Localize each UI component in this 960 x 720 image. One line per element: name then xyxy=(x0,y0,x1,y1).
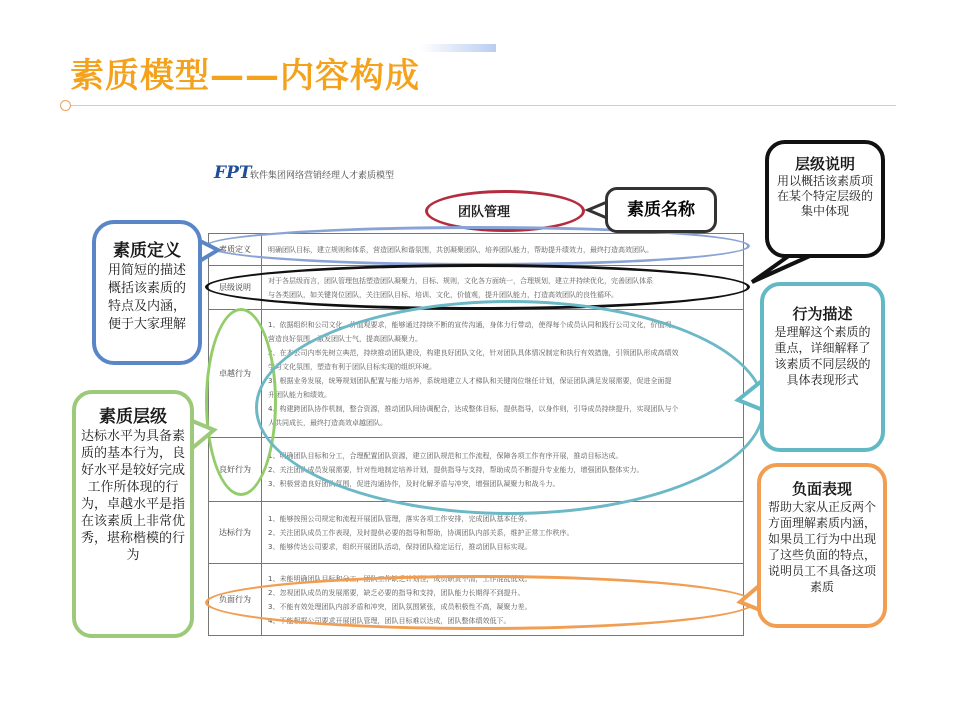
title-divider xyxy=(66,105,896,106)
content-line: 2、在本公司内率先树立典范，持续推动团队建设，构建良好团队文化，针对团队具体情况制定和执行有效措施，引领团队形成高绩效 xyxy=(268,348,679,357)
content-line: 3、积极营造良好团队氛围，促进沟通协作，及时化解矛盾与冲突，增强团队凝聚力和战斗力。 xyxy=(268,479,560,488)
content-line: 1、未能明确团队目标和分工，团队工作缺乏计划性，成员职责不清，工作混乱低效。 xyxy=(268,574,532,583)
content-line: 升团队能力和绩效。 xyxy=(268,390,331,399)
content-line: 3、不能有效处理团队内部矛盾和冲突，团队氛围紧张，成员积极性不高，凝聚力差。 xyxy=(268,602,532,611)
row-label: 卓越行为 xyxy=(209,310,262,438)
company-logo: FPT xyxy=(214,163,252,183)
title-divider-dot xyxy=(60,100,71,111)
callout-body: 用以概括该素质项在某个特定层级的集中体现 xyxy=(776,174,873,218)
content-line: 2、忽视团队成员的发展需要，缺乏必要的指导和支持，团队能力长期得不到提升。 xyxy=(268,588,525,597)
callout-title: 素质定义 xyxy=(113,241,181,261)
callout-body: 帮助大家从正反两个方面理解素质内涵，如果员工行为中出现了这些负面的特点，说明员工不具备这项素质 xyxy=(767,500,876,594)
content-line: 3、能够传达公司要求，组织开展团队活动，保持团队稳定运行，推动团队目标实现。 xyxy=(268,542,532,551)
content-line: 明确团队目标，建立规则和体系，营造团队和谐氛围，共创凝聚团队，培养团队能力，帮助提升绩效力，最终打造高效团队。 xyxy=(268,245,653,254)
behavior-rows-highlight xyxy=(255,300,765,515)
content-line: 学习文化氛围，塑造有利于团队目标实现的组织环境。 xyxy=(268,362,436,371)
row-label: 良好行为 xyxy=(209,438,262,502)
callout-title: 行为描述 xyxy=(792,305,853,323)
content-line: 2、关注团队成员发展需要，针对性地制定培养计划，提供指导与支持，帮助成员不断提升专业能力，增强团队整体实力。 xyxy=(268,465,644,474)
layer-callout xyxy=(72,390,194,638)
content-line: 对于各层级而言，团队管理包括塑造团队凝聚力，目标、规则，文化各方面统一，合理规划，建立并持续优化，完善团队体系 xyxy=(268,276,653,285)
row-label: 负面行为 xyxy=(209,564,262,636)
document-header: 软件集团网络营销经理人才素质模型 xyxy=(250,171,395,181)
row-label: 层级说明 xyxy=(209,266,262,310)
level-description-callout xyxy=(765,140,885,258)
callout-body: 达标水平为具备素质的基本行为，良好水平是较好完成工作所体现的行为，卓越水平是指在该素质上非常优秀，堪称楷模的行为 xyxy=(80,429,185,563)
level-callout-tail xyxy=(752,255,812,282)
row-label: 达标行为 xyxy=(209,502,262,564)
content-line: 1、明确团队目标和分工，合理配置团队资源，建立团队规范和工作流程，保障各项工作有序开展，推动目标达成。 xyxy=(268,451,623,460)
callout-title: 负面表现 xyxy=(791,480,852,498)
definition-callout xyxy=(92,220,202,365)
content-line: 4、构建跨团队协作机制，整合资源，推动团队间协调配合，达成整体目标，提供指导，以身作则，引导成员持续提升，实现团队与个 xyxy=(268,404,679,413)
callout-body: 用简短的描述概括该素质的特点及内涵，便于大家理解 xyxy=(107,263,186,332)
negative-row-highlight xyxy=(205,575,755,630)
behavior-description-callout xyxy=(760,282,885,452)
content-line: 4、不能根据公司要求开展团队管理，团队目标难以达成，团队整体绩效低下。 xyxy=(268,616,511,625)
content-line: 1、能够按照公司规定和流程开展团队管理，落实各项工作安排，完成团队基本任务。 xyxy=(268,514,532,523)
competency-name-callout: 素质名称 xyxy=(605,187,717,233)
callout-title: 素质层级 xyxy=(99,407,167,427)
negative-behavior-callout xyxy=(757,463,887,628)
slide-title: 素质模型——内容构成 xyxy=(70,56,420,96)
content-line: 2、关注团队成员工作表现，及时提供必要的指导和帮助，协调团队内部关系，维护正常工作秩序。 xyxy=(268,528,574,537)
content-line: 3、根据业务发展，统筹规划团队配置与能力培养，系统地建立人才梯队和关键岗位继任计划，保证团队满足发展需要，促进全面提 xyxy=(268,376,672,385)
content-line: 人共同成长，最终打造高效卓越团队。 xyxy=(268,418,387,427)
competency-name: 团队管理 xyxy=(458,205,511,220)
row-label: 素质定义 xyxy=(209,234,262,266)
callout-body: 是理解这个素质的重点，详细解释了该素质不同层级的具体表现形式 xyxy=(774,325,871,387)
content-line: 营造良好氛围，激发团队士气，提高团队凝聚力。 xyxy=(268,334,422,343)
content-line: 1、依据组织和公司文化、价值观要求，能够通过持续不断的宣传沟通，身体力行带动，使得每个成员认同和践行公司文化，价值观， xyxy=(268,320,679,329)
title-accent-bar xyxy=(420,44,496,52)
callout-title: 层级说明 xyxy=(794,155,855,173)
content-line: 与各类团队，如关键岗位团队，关注团队目标、培训、文化，价值观，提升团队能力，打造高效团队的良性循环。 xyxy=(268,290,618,299)
